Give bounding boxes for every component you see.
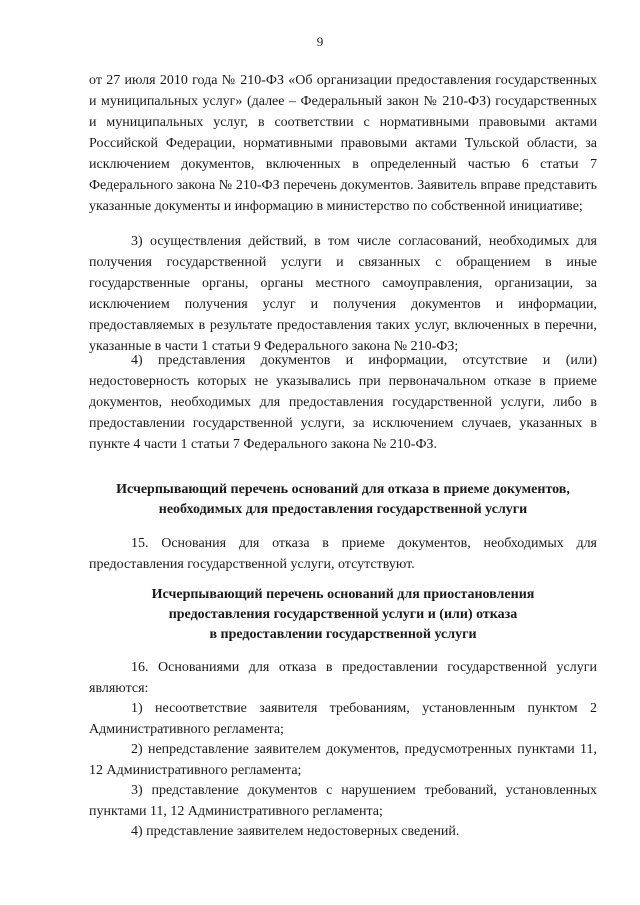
paragraph-item-3: 3) осуществления действий, в том числе согласований, необходимых для получения государственной услуги и связанных с обращением в иные государственные органы, органы местного самоуправления, организации, за исключением получения услуг и получения документов и информации, предоставляемых в результате предоставления таких услуг, включенных в перечни, указанные в части 1 статьи 9 Федерального закона № 210-ФЗ; xyxy=(89,234,597,354)
section-heading-refusal-documents xyxy=(89,480,597,520)
heading-line: в предоставлении государственной услуги xyxy=(209,627,477,642)
list-item-4: 4) представление заявителем недостоверных сведений. xyxy=(131,824,460,839)
list-item-2: 2) непредставление заявителем документов, предусмотренных пунктами 11, 12 Административного регламента; xyxy=(89,742,597,778)
heading-line: Исчерпывающий перечень оснований для приостановления xyxy=(151,587,535,602)
paragraph-continuation: от 27 июля 2010 года № 210-ФЗ «Об организации предоставления государственных и муниципальных услуг» (далее – Федеральный закон № 210-ФЗ) государственных и муниципальных услуг, в соответствии с нормативными правовыми актами Российской Федерации, нормативными правовыми актами Тульской области, за исключением документов, включенных в определенный частью 6 статьи 7 Федерального закона № 210-ФЗ перечень документов. Заявитель вправе представить указанные документы и информацию в министерство по собственной инициативе; xyxy=(89,73,597,214)
heading-line: необходимых для предоставления государственной услуги xyxy=(158,502,528,517)
paragraph-16: 16. Основаниями для отказа в предоставлении государственной услуги являются: xyxy=(89,660,597,696)
paragraph-15: 15. Основания для отказа в приеме документов, необходимых для предоставления государственной услуги, отсутствуют. xyxy=(89,536,597,572)
heading-line: предоставления государственной услуги и (или) отказа xyxy=(168,607,518,622)
list-item-3: 3) представление документов с нарушением требований, установленных пунктами 11, 12 Административного регламента; xyxy=(89,783,597,819)
section-heading-refusal-service xyxy=(89,585,597,645)
heading-line: Исчерпывающий перечень оснований для отказа в приеме документов, xyxy=(116,482,570,497)
page-number: 9 xyxy=(316,34,324,49)
list-item-1: 1) несоответствие заявителя требованиям, установленным пунктом 2 Административного регламента; xyxy=(89,701,597,737)
paragraph-item-4: 4) представления документов и информации, отсутствие и (или) недостоверность которых не указывались при первоначальном отказе в приеме документов, необходимых для предоставления государственной услуги, либо в предоставлении государственной услуги, за исключением случаев, указанных в пункте 4 части 1 статьи 7 Федерального закона № 210-ФЗ. xyxy=(89,353,597,452)
